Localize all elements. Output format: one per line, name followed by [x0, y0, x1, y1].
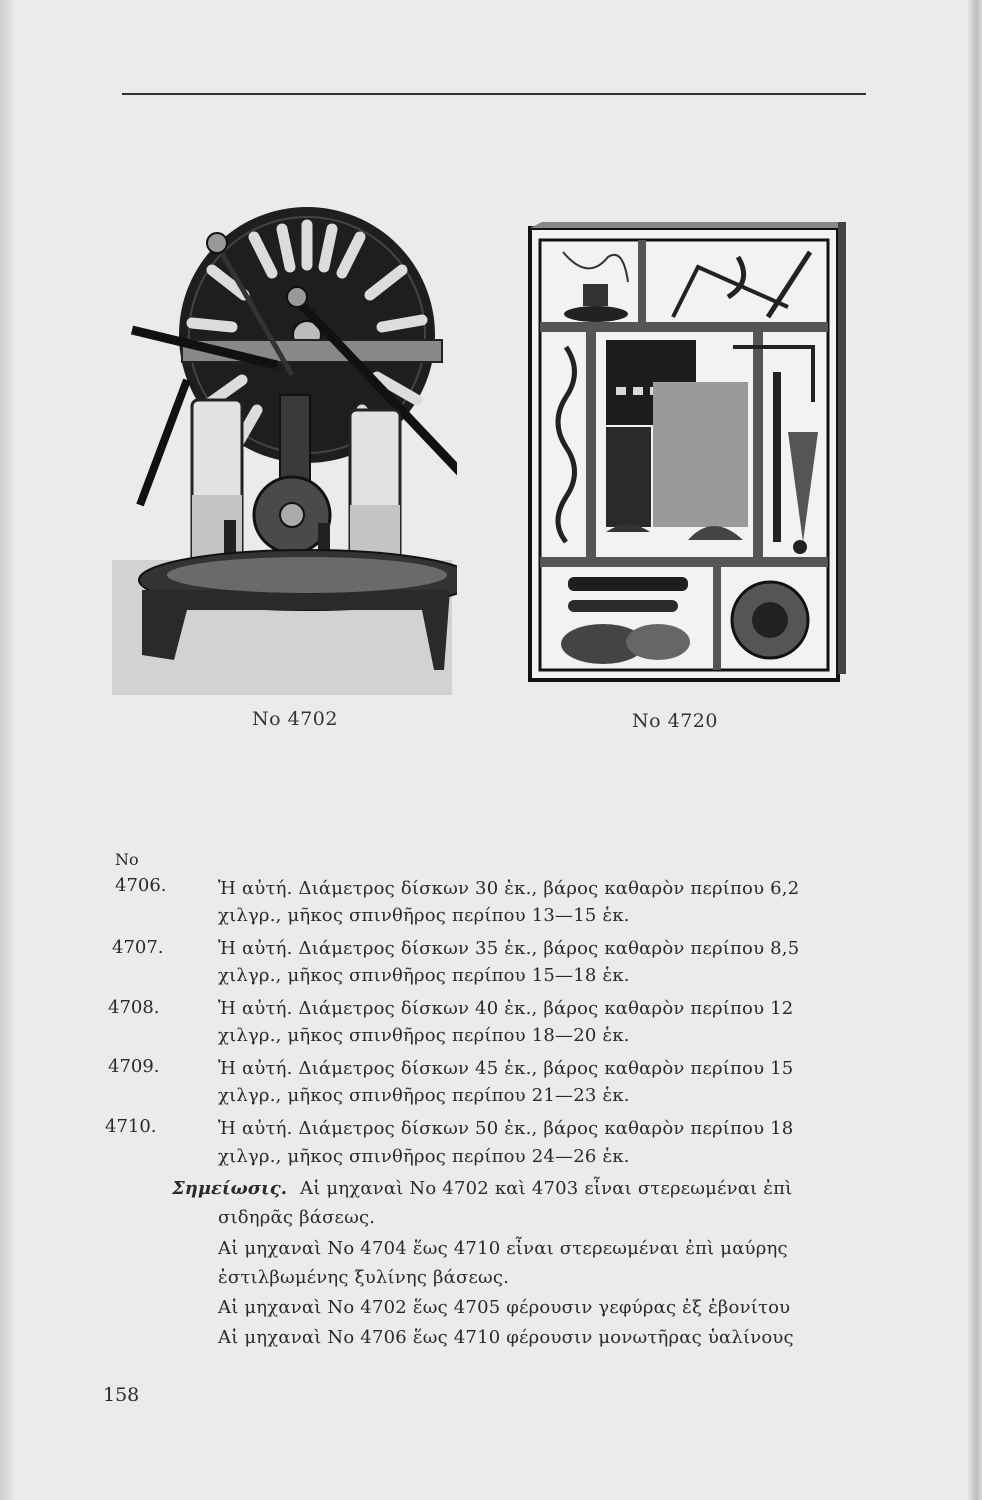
entry-number-4708: 4708. [108, 997, 160, 1018]
entry-number-4710: 4710. [105, 1116, 157, 1137]
notes-line3: Αἱ μηχαναὶ Νο 4704 ἕως 4710 εἶναι στερεωμέναι ἐπὶ μαύρης [218, 1238, 788, 1259]
page-edge-left [0, 0, 14, 1500]
entry-number-4707: 4707. [112, 937, 164, 958]
figure-caption-right: No 4720 [632, 710, 718, 732]
top-rule [122, 93, 866, 95]
entry-4710-line2: χιλγρ., μῆκος σπινθῆρος περίπου 24—26 ἑκ. [218, 1146, 630, 1167]
notes-line2: σιδηρᾶς βάσεως. [218, 1207, 376, 1228]
entry-number-4706: 4706. [115, 875, 167, 896]
entry-4707-line1: Ἡ αὐτή. Διάμετρος δίσκων 35 ἑκ., βάρος καθαρὸν περίπου 8,5 [218, 938, 800, 959]
notes-line1: Αἱ μηχαναὶ Νο 4702 καὶ 4703 εἶναι στερεωμέναι ἐπὶ [300, 1178, 793, 1199]
table-header-no: No [115, 850, 139, 869]
figure-caption-left: No 4702 [252, 708, 338, 730]
entry-number-4709: 4709. [108, 1056, 160, 1077]
page-number: 158 [103, 1384, 140, 1406]
page-edge-right [968, 0, 982, 1500]
entry-4709-line2: χιλγρ., μῆκος σπινθῆρος περίπου 21—23 ἑκ. [218, 1085, 630, 1106]
notes-line4: ἐστιλβωμένης ξυλίνης βάσεως. [218, 1267, 510, 1288]
wimshurst-machine-illustration [112, 205, 457, 695]
entry-4707-line2: χιλγρ., μῆκος σπινθῆρος περίπου 15—18 ἑκ. [218, 965, 630, 986]
entry-4708-line2: χιλγρ., μῆκος σπινθῆρος περίπου 18—20 ἑκ. [218, 1025, 630, 1046]
entry-4710-line1: Ἡ αὐτή. Διάμετρος δίσκων 50 ἑκ., βάρος καθαρὸν περίπου 18 [218, 1118, 794, 1139]
notes-label: Σημείωσις. [172, 1178, 287, 1199]
entry-4708-line1: Ἡ αὐτή. Διάμετρος δίσκων 40 ἑκ., βάρος καθαρὸν περίπου 12 [218, 998, 794, 1019]
accessories-cabinet-illustration [528, 222, 846, 684]
entry-4709-line1: Ἡ αὐτή. Διάμετρος δίσκων 45 ἑκ., βάρος καθαρὸν περίπου 15 [218, 1058, 794, 1079]
notes-line5: Αἱ μηχαναὶ Νο 4702 ἕως 4705 φέρουσιν γεφύρας ἐξ ἐβονίτου [218, 1297, 791, 1318]
notes-line6: Αἱ μηχαναὶ Νο 4706 ἕως 4710 φέρουσιν μονωτῆρας ὑαλίνους [218, 1327, 794, 1348]
entry-4706-line1: Ἡ αὐτή. Διάμετρος δίσκων 30 ἑκ., βάρος καθαρὸν περίπου 6,2 [218, 878, 800, 899]
entry-4706-line2: χιλγρ., μῆκος σπινθῆρος περίπου 13—15 ἑκ. [218, 905, 630, 926]
